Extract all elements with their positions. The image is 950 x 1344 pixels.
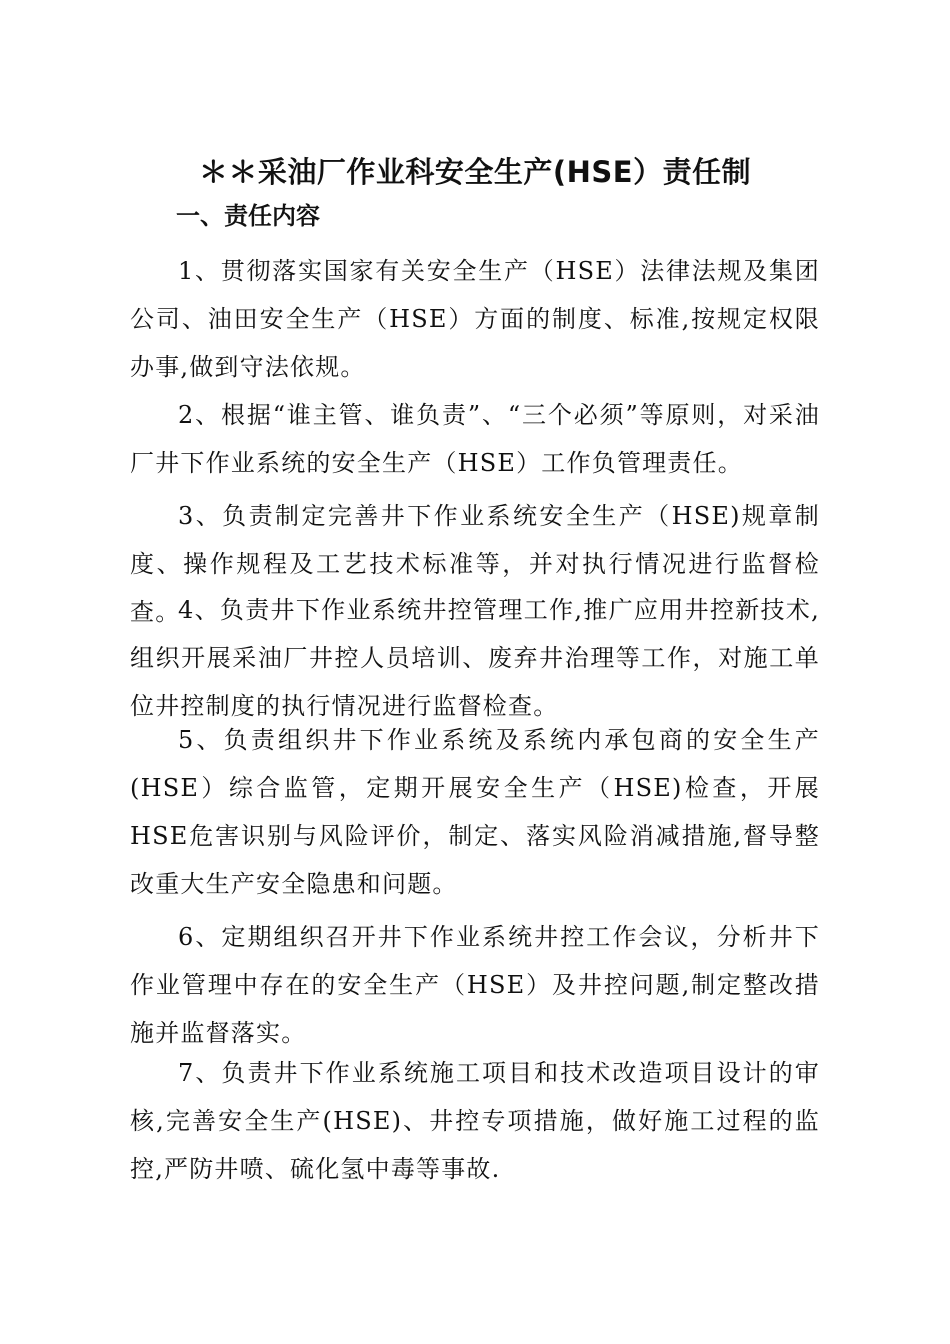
paragraph-1: 1、贯彻落实国家有关安全生产（HSE）法律法规及集团公司、油田安全生产（HSE）方面的制度、标准,按规定权限办事,做到守法依规。: [130, 257, 820, 381]
document-title: ＊＊采油厂作业科安全生产(HSE）责任制: [198, 155, 752, 189]
paragraph-5: 5、负责组织井下作业系统及系统内承包商的安全生产(HSE）综合监管，定期开展安全生产（HSE)检查，开展HSE危害识别与风险评价，制定、落实风险消减措施,督导整改重大生产安全隐患和问题。: [130, 726, 820, 898]
paragraph-3: 3、负责制定完善井下作业系统安全生产（HSE)规章制度、操作规程及工艺技术标准等，并对执行情况进行监督检查。: [130, 502, 820, 626]
paragraph-6: 6、定期组织召开井下作业系统井控工作会议，分析井下作业管理中存在的安全生产（HSE）及井控问题,制定整改措施并监督落实。: [130, 923, 820, 1047]
paragraph-7: 7、负责井下作业系统施工项目和技术改造项目设计的审核,完善安全生产(HSE)、井控专项措施，做好施工过程的监控,严防井喷、硫化氢中毒等事故.: [130, 1059, 820, 1183]
section-heading: 一、责任内容: [176, 202, 320, 230]
paragraph-4: 4、负责井下作业系统井控管理工作,推广应用井控新技术,组织开展采油厂井控人员培训、废弃井治理等工作，对施工单位井控制度的执行情况进行监督检查。: [130, 596, 820, 720]
paragraph-2: 2、根据“谁主管、谁负责”、“三个必须”等原则，对采油厂井下作业系统的安全生产（HSE）工作负管理责任。: [130, 401, 820, 477]
